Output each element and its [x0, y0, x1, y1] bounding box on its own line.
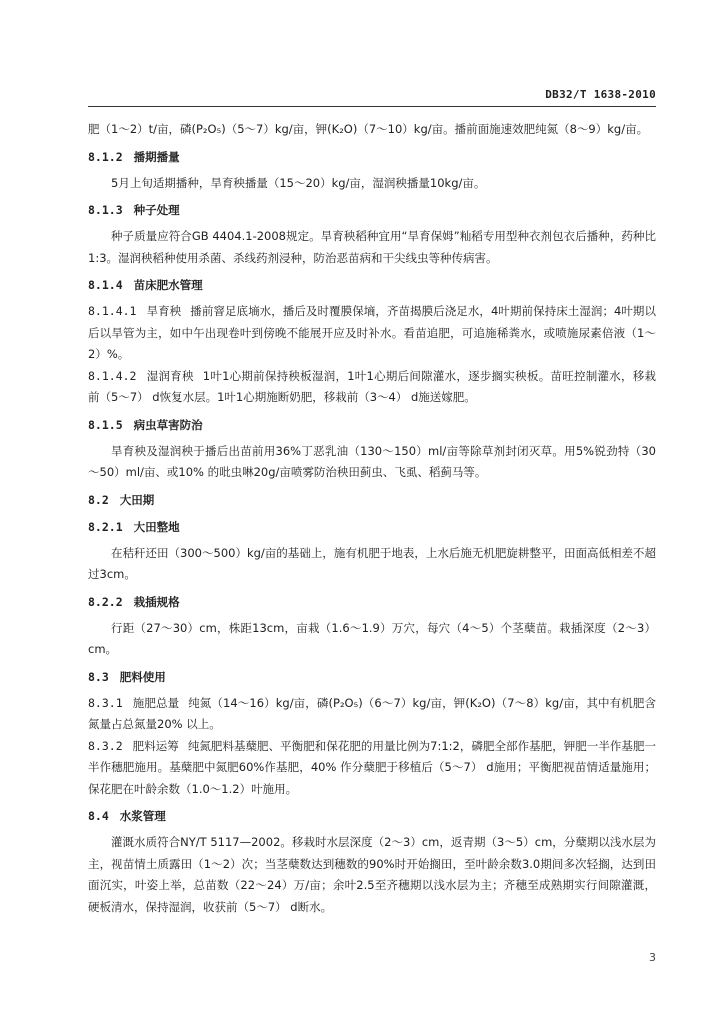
numbered-paragraph: [88, 693, 656, 736]
section-heading: [88, 517, 656, 538]
section-title: 肥料使用: [119, 669, 166, 684]
section-heading: [88, 806, 656, 827]
clause-subject: 肥料运筹: [132, 738, 179, 753]
clause-text: 纯氮肥料基蘖肥、平衡肥和保花肥的用量比例为7:1:2，磷肥全部作基肥，钾肥一半作基肥一半作穗肥施用。基蘖肥中氮肥60%作基肥，40% 作分蘖肥于移植后（5～7） d施用；平衡肥视苗情适量施用；保花肥在叶龄余数（1.0～1.2）叶施用。: [88, 738, 656, 796]
numbered-paragraph: [88, 736, 656, 801]
clause-subject: 施肥总量: [132, 695, 180, 710]
clause-number: 8.3.1: [88, 695, 123, 710]
paragraph: 旱育秧及湿润秧于播后出苗前用36%丁恶乳油（130～150）ml/亩等除草剂封闭灭草。用5%锐劲特（30～50）ml/亩、或10% 的吡虫啉20g/亩喷雾防治秧田蓟虫、飞虱、稻蓟马等。: [88, 443, 656, 479]
section-title: 病虫草害防治: [133, 417, 203, 432]
standard-code: DB32/T 1638-2010: [545, 88, 656, 101]
clause-text: 播前窨足底墒水，播后及时覆膜保墒，齐苗揭膜后浇足水，4叶期前保持床土湿润；4叶期以后以旱管为主，如中午出现卷叶到傍晚不能展开应及时补水。看苗追肥，可追施稀粪水，或喷施尿素倍液（1～2）%。: [88, 304, 657, 361]
paragraph: 在秸秆还田（300～500）kg/亩的基础上，施有机肥于地表，上水后施无机肥旋耕整平，田面高低相差不超过3cm。: [88, 545, 656, 581]
section-title: 大田整地: [133, 519, 180, 534]
page-number: 3: [649, 951, 656, 964]
paragraph: 行距（27～30）cm，株距13cm，亩栽（1.6～1.9）万穴，每穴（4～5）个茎蘖苗。栽插深度（2～3）cm。: [88, 620, 656, 656]
section-heading: [88, 147, 656, 168]
section-title: 水浆管理: [119, 809, 166, 823]
clause-text: 1叶1心期前保持秧板湿润，1叶1心期后间隙灌水，逐步搁实秧板。苗旺控制灌水，移栽前（5～7） d恢复水层。1叶1心期施断奶肥，移栽前（3～4） d施送嫁肥。: [88, 368, 656, 404]
numbered-paragraph: [88, 301, 656, 366]
section-heading: [88, 667, 656, 688]
clause-number: 8.3.2: [88, 738, 123, 753]
section-number: 8.2: [88, 492, 109, 507]
paragraph: 肥（1～2）t/亩，磷(P₂O₅)（5～7）kg/亩，钾(K₂O)（7～10）kg/亩。播前面施速效肥纯氮（8～9）kg/亩。: [88, 122, 649, 136]
section-title: 苗床肥水管理: [133, 278, 203, 292]
section-number: 8.1.2: [88, 149, 123, 164]
section-number: 8.1.4: [88, 278, 123, 292]
section-number: 8.4: [88, 809, 109, 823]
section-title: 栽插规格: [133, 594, 180, 609]
section-heading: [88, 275, 656, 296]
clause-text: 纯氮（14～16）kg/亩，磷(P₂O₅)（6～7）kg/亩，钾(K₂O)（7～8）kg/亩，其中有机肥含氮量占总氮量20% 以上。: [88, 695, 656, 731]
section-title: 播期播量: [133, 149, 180, 164]
section-number: 8.3: [88, 669, 109, 684]
document-body: [88, 119, 656, 922]
paragraph: 灌溉水质符合NY/T 5117—2002。移栽时水层深度（2～3）cm，返青期（3～5）cm，分蘖期以浅水层为主，视苗情土质露田（1～2）次；当茎蘖数达到穗数的90%时开始搁田，至叶龄余数3.0期间多次轻搁，达到田面沉实，叶姿上举，总苗数（22～24）万/亩；余叶2.5至齐穗期以浅水层为主；齐穗至成熟期实行间隙灌溉，硬板清水，保持湿润，收获前（5～7） d断水。: [88, 835, 656, 914]
clause-subject: 湿润育秧: [146, 368, 194, 383]
paragraph: 种子质量应符合GB 4404.1-2008规定。旱育秧稻种宜用“旱育保姆”籼稻专用型种衣剂包衣后播种，药种比1:3。湿润秧稻种使用杀菌、杀线药剂浸种，防治恶苗病和干尖线虫等种传病害。: [88, 229, 656, 265]
clause-number: 8.1.4.2: [88, 368, 137, 383]
section-number: 8.2.2: [88, 594, 123, 609]
section-heading: [88, 490, 656, 511]
numbered-paragraph: [88, 366, 656, 409]
section-number: 8.1.5: [88, 417, 123, 432]
clause-number: 8.1.4.1: [88, 304, 137, 318]
section-title: 种子处理: [133, 203, 180, 217]
paragraph: 5月上旬适期播种，旱育秧播量（15～20）kg/亩，湿润秧播量10kg/亩。: [111, 175, 486, 190]
section-title: 大田期: [119, 492, 155, 507]
clause-subject: 旱育秧: [146, 304, 182, 318]
section-heading: [88, 200, 656, 221]
section-number: 8.2.1: [88, 519, 123, 534]
header-rule: [88, 106, 656, 107]
section-number: 8.1.3: [88, 203, 123, 217]
section-heading: [88, 592, 656, 613]
section-heading: [88, 415, 656, 436]
